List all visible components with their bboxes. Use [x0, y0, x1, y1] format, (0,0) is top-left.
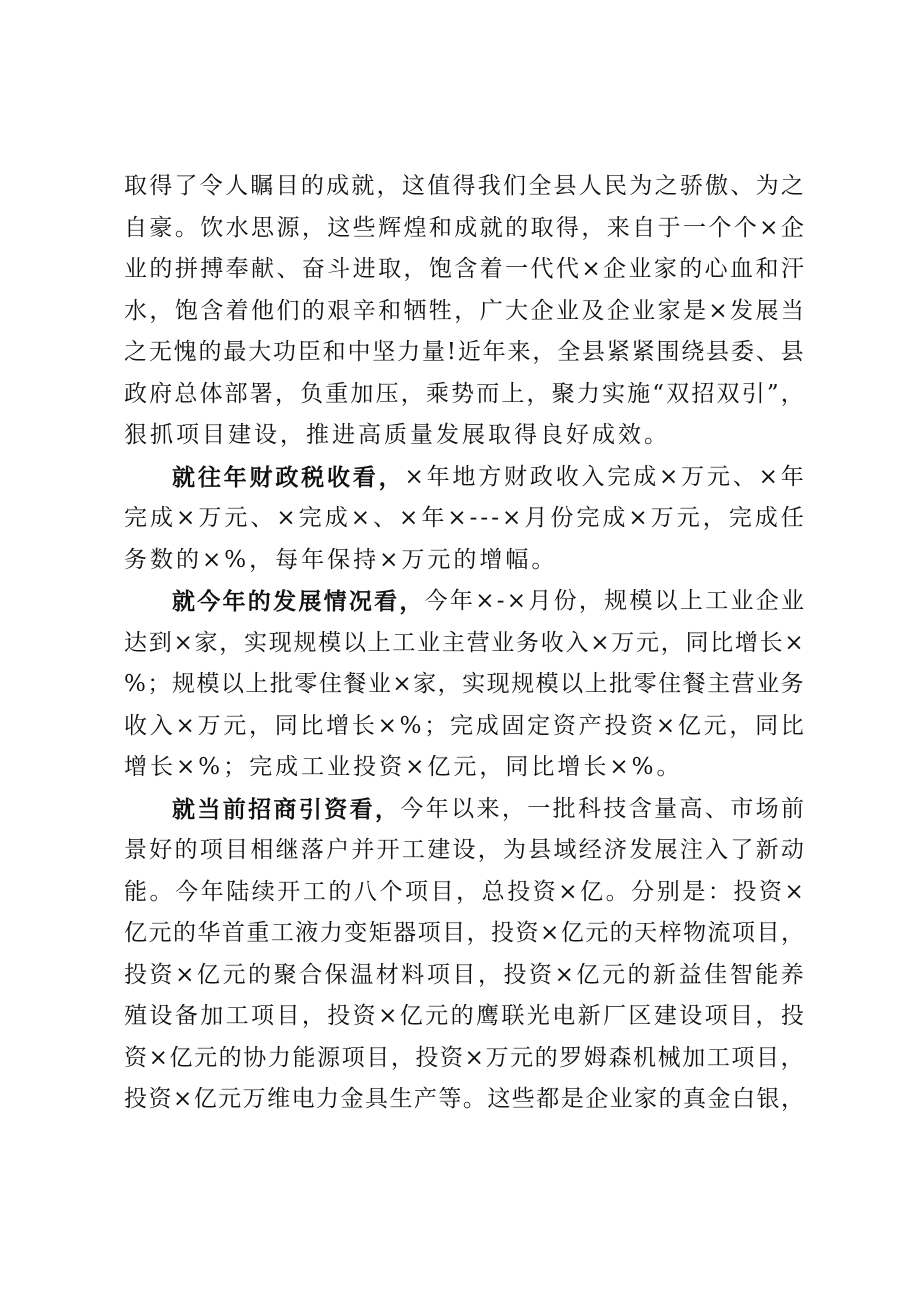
text-line: 景 好 的 项 目 相 继 落 户 并 开 工 建 设 ， 为 县 域 经 济 发 展 注 入 了 新 动: [124, 837, 804, 863]
text-line: 狠抓项目建设，推进高质量发展取得良好成效。: [124, 422, 670, 448]
text-line: 就 当 前 招 商 引 资 看 ， 今 年 以 来 ， 一 批 科 技 含 量 高 、 市 场 前: [172, 795, 804, 823]
text-line: 完 成 × 万 元 、 × 完 成 × 、 × 年 × - - - × 月 份 完 成 × 万 元 ， 完 成 任: [124, 505, 804, 531]
text-line: 资 × 亿 元 的 协 力 能 源 项 目 ， 投 资 × 万 元 的 罗 姆 森 机 械 加 工 项 目 ，: [124, 1044, 804, 1071]
text-line: 殖 设 备 加 工 项 目 ， 投 资 × 亿 元 的 鹰 联 光 电 新 厂 区 建 设 项 目 ， 投: [124, 1003, 804, 1029]
paragraph-3: [124, 581, 804, 789]
text-line: 水 ， 饱 含 着 他 们 的 艰 辛 和 牺 牲 ， 广 大 企 业 及 企 业 家 是 × 发 展 当: [124, 297, 804, 324]
text-line: 收 入 × 万 元 ， 同 比 增 长 × % ； 完 成 固 定 资 产 投 资 × 亿 元 ， 同 比: [124, 712, 804, 739]
paragraph-2: [124, 457, 804, 582]
document-page: [124, 166, 804, 1121]
text-line: % ； 规 模 以 上 批 零 住 餐 业 × 家 ， 实 现 规 模 以 上 批 零 住 餐 主 营 业 务: [124, 671, 804, 697]
text-line: 就 今 年 的 发 展 情 况 看 ， 今 年 × - × 月 份 ， 规 模 以 上 工 业 企 业: [172, 588, 804, 615]
text-line: 投 资 × 亿 元 的 聚 合 保 温 材 料 项 目 ， 投 资 × 亿 元 的 新 益 佳 智 能 养: [124, 961, 804, 988]
text-line: 达 到 × 家 ， 实 现 规 模 以 上 工 业 主 营 业 务 收 入 × 万 元 ， 同 比 增 长 ×: [124, 629, 804, 656]
text-line: 自 豪 。 饮 水 思 源 ， 这 些 辉 煌 和 成 就 的 取 得 ， 来 自 于 一 个 个 × 企: [124, 214, 804, 241]
paragraph-4: [124, 789, 804, 1121]
text-line: 就 往 年 财 政 税 收 看 ， × 年 地 方 财 政 收 入 完 成 × 万 元 、 × 年: [172, 463, 804, 491]
text-line: 之 无 愧 的 最 大 功 臣 和 中 坚 力 量 ! 近 年 来 ， 全 县 紧 紧 围 绕 县 委 、 县: [124, 339, 804, 365]
text-line: 能 。 今 年 陆 续 开 工 的 八 个 项 目 ， 总 投 资 × 亿 。 分 别 是 ： 投 资 ×: [124, 878, 804, 905]
text-line: 投 资 × 亿 元 万 维 电 力 金 具 生 产 等 。 这 些 都 是 企 业 家 的 真 金 白 银 ，: [124, 1086, 804, 1112]
text-line: 业 的 拼 搏 奉 献 、 奋 斗 进 取 ， 饱 含 着 一 代 代 × 企 业 家 的 心 血 和 汗: [124, 256, 804, 282]
text-line: 政 府 总 体 部 署 ， 负 重 加 压 ， 乘 势 而 上 ， 聚 力 实 施 “ 双 招 双 引 ” ，: [124, 380, 804, 407]
text-line: 取 得 了 令 人 瞩 目 的 成 就 ， 这 值 得 我 们 全 县 人 民 为 之 骄 傲 、 为 之: [124, 173, 804, 199]
paragraph-1: [124, 166, 804, 457]
text-line: 亿 元 的 华 首 重 工 液 力 变 矩 器 项 目 ， 投 资 × 亿 元 的 天 梓 物 流 项 目 ，: [124, 920, 804, 946]
text-line: 务数的×%，每年保持×万元的增幅。: [124, 546, 558, 573]
text-line: 增长×%；完成工业投资×亿元，同比增长×%。: [124, 754, 683, 780]
